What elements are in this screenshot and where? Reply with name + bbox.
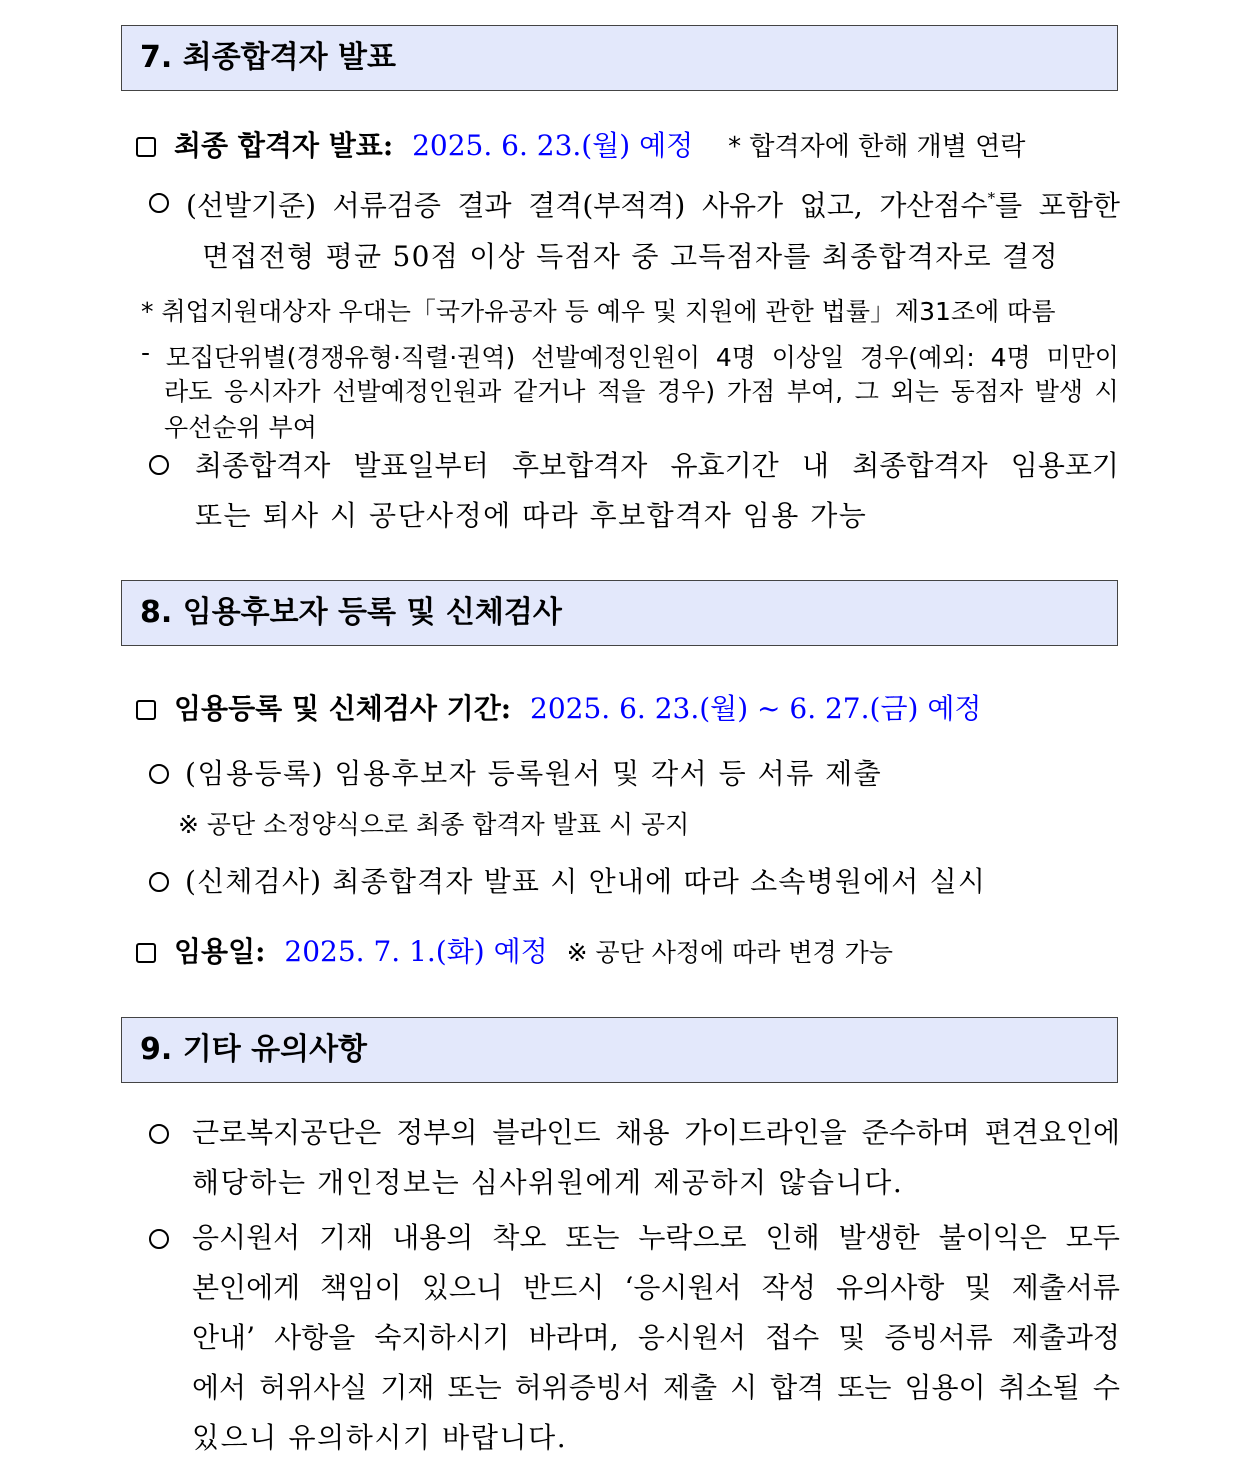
- p2-line-2: 본인에게 책임이 있으니 반드시 ‘응시원서 작성 유의사항 및 제출서류: [192, 1271, 1120, 1304]
- note-dash-line-3: 우선순위 부여: [164, 413, 317, 442]
- p2-line-4: 에서 허위사실 기재 또는 허위증빙서 제출 시 합격 또는 임용이 취소될 수: [192, 1371, 1120, 1404]
- criteria-line-1: [186, 184, 1120, 224]
- criteria-word: 결격(부적격): [528, 189, 686, 222]
- period-line: [136, 687, 981, 727]
- criteria-word: (선발기준): [186, 189, 317, 222]
- p1-line-1: 근로복지공단은 정부의 블라인드 채용 가이드라인을 준수하며 편견요인에: [192, 1116, 1120, 1149]
- section-9-header: [121, 1017, 1118, 1083]
- note-dash-line-2: 라도 응시자가 선발예정인원과 같거나 적을 경우) 가점 부여, 그 외는 동점자 발생 시: [164, 377, 1119, 406]
- criteria-bullet: [149, 186, 185, 219]
- criteria-word: 결과: [457, 189, 512, 222]
- p2-line-1: 응시원서 기재 내용의 착오 또는 누락으로 인해 발생한 불이익은 모두: [192, 1221, 1120, 1254]
- criteria-word: 서류검증: [332, 189, 441, 222]
- announce-label: 최종 합격자 발표:: [174, 129, 394, 162]
- p1-bullet: [149, 1117, 185, 1150]
- announce-date: 2025. 6. 23.(월) 예정: [412, 129, 694, 162]
- section-9-title: 9. 기타 유의사항: [140, 1032, 368, 1067]
- exam-item: (신체검사) 최종합격자 발표 시 안내에 따라 소속병원에서 실시: [149, 860, 986, 900]
- backup-line-2: 또는 퇴사 시 공단사정에 따라 후보합격자 임용 가능: [195, 499, 868, 532]
- reg-note: ※ 공단 소정양식으로 최종 합격자 발표 시 공지: [178, 810, 690, 839]
- circle-bullet-icon: [149, 1229, 169, 1249]
- note-star: * 취업지원대상자 우대는「국가유공자 등 예우 및 지원에 관한 법률」제31조에 따름: [141, 297, 1056, 326]
- backup-bullet: [149, 448, 185, 481]
- p2-line-5: 있으니 유의하시기 바랍니다.: [192, 1421, 568, 1454]
- checkbox-square-icon: [136, 943, 156, 963]
- checkbox-square-icon: [136, 700, 156, 720]
- appoint-line: [136, 930, 893, 970]
- section-7-header: [121, 25, 1118, 91]
- checkbox-square-icon: [136, 137, 156, 157]
- announce-line: [136, 124, 1025, 164]
- announce-note: * 합격자에 한해 개별 연락: [728, 132, 1026, 162]
- section-8-header: [121, 580, 1118, 646]
- section-7-title: 7. 최종합격자 발표: [140, 40, 397, 75]
- period-label: 임용등록 및 신체검사 기간:: [174, 692, 512, 725]
- criteria-word: 사유가: [701, 189, 784, 222]
- circle-bullet-icon: [149, 193, 169, 213]
- p1-line-2: 해당하는 개인정보는 심사위원에게 제공하지 않습니다.: [192, 1166, 904, 1199]
- criteria-word: 포함한: [1038, 189, 1120, 222]
- section-8-title: 8. 임용후보자 등록 및 신체검사: [140, 595, 562, 630]
- circle-bullet-icon: [149, 764, 169, 784]
- appoint-date: 2025. 7. 1.(화) 예정: [284, 935, 548, 968]
- appoint-note: ※ 공단 사정에 따라 변경 가능: [566, 938, 893, 967]
- criteria-word: 없고,: [799, 189, 863, 222]
- backup-line-1: 최종합격자 발표일부터 후보합격자 유효기간 내 최종합격자 임용포기: [195, 449, 1119, 482]
- period-date: 2025. 6. 23.(월) ~ 6. 27.(금) 예정: [530, 692, 982, 725]
- circle-bullet-icon: [149, 872, 169, 892]
- note-dash-line-1: - 모집단위별(경쟁유형·직렬·권역) 선발예정인원이 4명 이상일 경우(예외: 4명 미만이: [141, 338, 1119, 372]
- p2-bullet: [149, 1222, 185, 1255]
- p2-line-3: 안내’ 사항을 숙지하시기 바라며, 응시원서 접수 및 증빙서류 제출과정: [192, 1321, 1120, 1354]
- criteria-line-2: 면접전형 평균 50점 이상 득점자 중 고득점자를 최종합격자로 결정: [202, 240, 1059, 273]
- criteria-word-sup: 가산점수*를: [879, 189, 1023, 222]
- reg-item: (임용등록) 임용후보자 등록원서 및 각서 등 서류 제출: [149, 752, 882, 792]
- circle-bullet-icon: [149, 455, 169, 475]
- appoint-label: 임용일:: [174, 935, 266, 968]
- circle-bullet-icon: [149, 1124, 169, 1144]
